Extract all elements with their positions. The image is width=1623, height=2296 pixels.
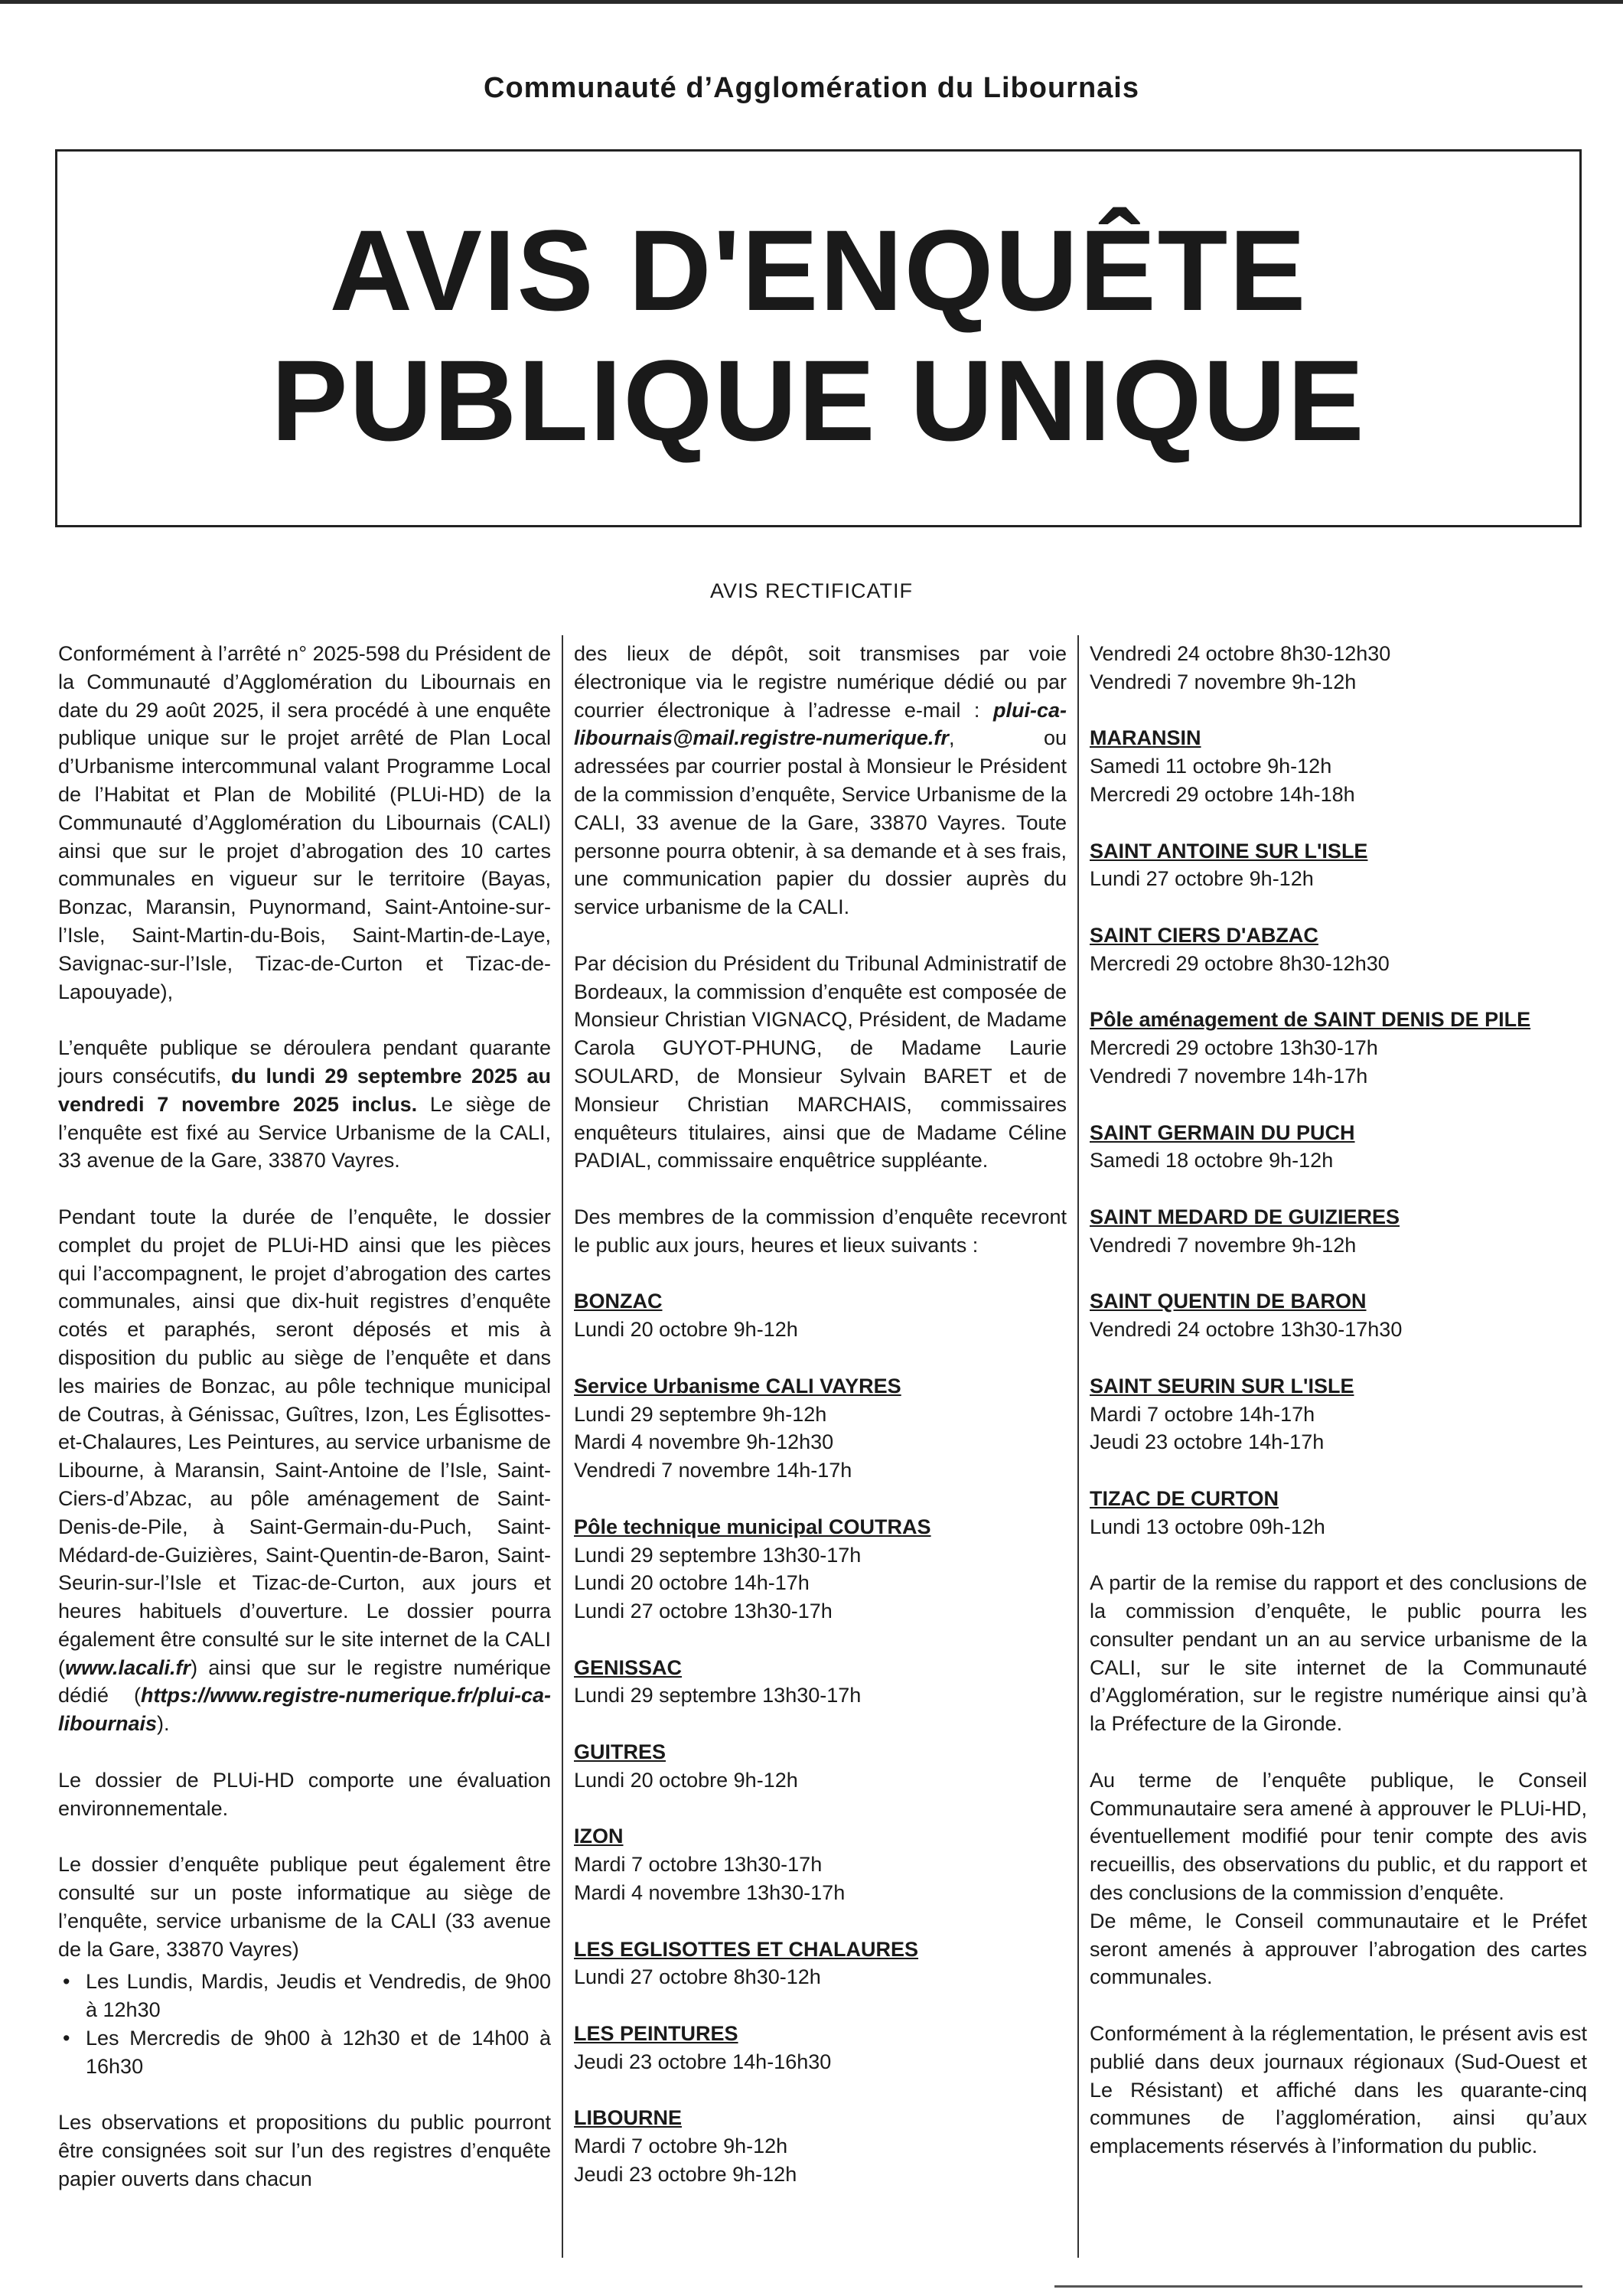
column-divider-1: [562, 635, 563, 2258]
place-heading: LES PEINTURES: [574, 2022, 738, 2046]
column-3: [1090, 640, 1587, 2189]
paragraph-duree: [58, 1034, 551, 1175]
slot: Lundi 27 octobre 8h30-12h: [574, 1965, 821, 1989]
place-heading: MARANSIN: [1090, 726, 1201, 750]
schedule-entry: [1090, 1287, 1587, 1344]
schedule-entry: [1090, 1119, 1587, 1176]
hours-list: [58, 1968, 551, 2080]
slot: Lundi 29 septembre 9h-12h: [574, 1402, 827, 1426]
slot: Lundi 27 octobre 9h-12h: [1090, 867, 1314, 891]
schedule-entry: [574, 1654, 1067, 1711]
slot: Mardi 4 novembre 13h30-17h: [574, 1881, 846, 1905]
paragraph-publication: Conformément à la réglementation, le présent avis est publié dans deux journaux régionaux (Sud-Ouest et Le Résistant) et affiché dans les quarante-cinq communes de l’agglomération, ainsi qu’aux emplacements réservés à l’information du public.: [1090, 2022, 1587, 2158]
list-item: • Les Mercredis de 9h00 à 12h30 et de 14h00 à 16h30: [86, 2024, 551, 2081]
footer-line: [1054, 2285, 1582, 2288]
place-heading: Service Urbanisme CALI VAYRES: [574, 1374, 901, 1397]
title-line-1: AVIS D'ENQUÊTE: [329, 206, 1308, 334]
paragraph-approbation: Au terme de l’enquête publique, le Conseil Communautaire sera amené à approuver le PLUi-HD, éventuellement modifié pour tenir compte des avis recueillis, des observations du public, et du rapport et des conclusions de la commission d’enquête.: [1090, 1768, 1587, 1905]
slot: Jeudi 23 octobre 14h-17h: [1090, 1430, 1325, 1454]
text: L’enquête publique se déroulera pendant quarante jours consécutifs,: [58, 1036, 551, 1088]
slot: Jeudi 23 octobre 9h-12h: [574, 2163, 797, 2187]
paragraph-evaluation: Le dossier de PLUi-HD comporte une évaluation environnementale.: [58, 1768, 551, 1820]
paragraph-poste: Le dossier d’enquête publique peut également être consulté sur un poste informatique au siège de l’enquête, service urbanisme de la CALI (33 avenue de la Gare, 33870 Vayres): [58, 1853, 551, 1961]
place-heading: TIZAC DE CURTON: [1090, 1486, 1279, 1510]
column-2: [574, 640, 1067, 2189]
schedule-continuation: [1090, 640, 1587, 696]
slot: Lundi 20 octobre 9h-12h: [574, 1768, 798, 1792]
place-heading: GENISSAC: [574, 1655, 683, 1679]
slot: Vendredi 7 novembre 9h-12h: [1090, 1233, 1357, 1257]
text: Pendant toute la durée de l’enquête, le dossier complet du projet de PLUi-HD ainsi que les pièces qui l’accompagnent, le projet d’abrogation des cartes communales, ainsi que dix-huit registres d’enquête cotés et paraphés, seront déposés et mis à disposition du public au siège de l’enquête et dans les mairies de Bonzac, au pôle technique municipal de Coutras, à Génissac, Guîtres, Izon, Les Églisottes-et-Chalaures, Les Peintures, au service urbanisme de Libourne, à Maransin, Saint-Antoine de l’Isle, Saint-Ciers-d’Abzac, au pôle aménagement de Saint-Denis-de-Pile, à Saint-Germain-du-Puch, Saint-Médard-de-Guizières, Saint-Quentin-de-Baron, Saint-Seurin-sur-l’Isle et Tizac-de-Curton, aux jours et heures habituels d’ouverture. Le dossier pourra également être consulté sur le site internet de la CALI (: [58, 1205, 551, 1679]
schedule-entry: [574, 2020, 1067, 2076]
slot: Vendredi 7 novembre 9h-12h: [1090, 670, 1357, 693]
schedule-entry: [574, 1513, 1067, 1626]
title-line-2: PUBLIQUE UNIQUE: [271, 336, 1366, 465]
slot: Jeudi 23 octobre 14h-16h30: [574, 2050, 832, 2073]
schedule-entry: [1090, 1372, 1587, 1456]
place-heading: SAINT GERMAIN DU PUCH: [1090, 1120, 1355, 1144]
schedule-entry: [574, 1287, 1067, 1344]
slot: Mardi 4 novembre 9h-12h30: [574, 1430, 834, 1454]
subtitle-rectificatif: AVIS RECTIFICATIF: [709, 579, 913, 602]
paragraph-rapport: A partir de la remise du rapport et des conclusions de la commission d’enquête, le public pourra les consulter pendant un an au service urbanisme de la CALI, sur le site internet de la Communauté d’Agglomération, sur le registre numérique ainsi qu’à la Préfecture de la Gironde.: [1090, 1571, 1587, 1736]
place-heading: LIBOURNE: [574, 2106, 682, 2130]
slot: Vendredi 24 octobre 13h30-17h30: [1090, 1318, 1403, 1342]
slot: Lundi 13 octobre 09h-12h: [1090, 1515, 1325, 1538]
paragraph-permanences: Des membres de la commission d’enquête recevront le public aux jours, heures et lieux suivants :: [574, 1205, 1067, 1257]
schedule-entry: [1090, 1203, 1587, 1260]
paragraph-dossier: [58, 1203, 551, 1738]
slot: Lundi 20 octobre 14h-17h: [574, 1571, 810, 1595]
schedule-entry: [574, 1738, 1067, 1795]
text: Le siège de l’enquête est fixé au Service Urbanisme de la CALI, 33 avenue de la Gare, 33870 Vayres.: [58, 1092, 551, 1172]
schedule-entry: [1090, 1006, 1587, 1090]
place-heading: LES EGLISOTTES ET CHALAURES: [574, 1937, 919, 1961]
schedule-entry: [1090, 921, 1587, 978]
list-item: • Les Lundis, Mardis, Jeudis et Vendredis, de 9h00 à 12h30: [86, 1968, 551, 2024]
place-heading: BONZAC: [574, 1290, 663, 1313]
top-border-line: [0, 0, 1623, 4]
slot: Vendredi 7 novembre 14h-17h: [574, 1459, 852, 1482]
schedule-entry: [1090, 724, 1587, 808]
text: , ou adressées par courrier postal à Monsieur le Président de la commission d’enquête, Service Urbanisme de la CALI, 33 avenue de la Gare, 33870 Vayres. Toute personne pourra obtenir, à sa demande et à ses frais, une communication papier du dossier auprès du service urbanisme de la CALI.: [574, 726, 1067, 919]
slot: Vendredi 24 octobre 8h30-12h30: [1090, 642, 1391, 665]
slot: Mercredi 29 octobre 14h-18h: [1090, 782, 1355, 806]
place-heading: Pôle technique municipal COUTRAS: [574, 1515, 931, 1538]
slot: Mardi 7 octobre 14h-17h: [1090, 1402, 1315, 1426]
text: des lieux de dépôt, soit transmises par voie électronique via le registre numérique dédié ou par courrier électronique à l’adresse e-mail :: [574, 642, 1067, 722]
place-heading: SAINT ANTOINE SUR L'ISLE: [1090, 839, 1368, 863]
website-link[interactable]: www.lacali.fr: [65, 1655, 191, 1679]
slot: Lundi 20 octobre 9h-12h: [574, 1318, 798, 1342]
paragraph-observations: Les observations et propositions du public pourront être consignées soit sur l’un des registres d’enquête papier ouverts dans chacun: [58, 2111, 551, 2191]
place-heading: GUITRES: [574, 1740, 666, 1764]
place-heading: SAINT MEDARD DE GUIZIERES: [1090, 1205, 1400, 1228]
slot: Mardi 7 octobre 9h-12h: [574, 2135, 788, 2158]
schedule-entry: [1090, 837, 1587, 894]
schedule-entry: [574, 2104, 1067, 2188]
place-heading: SAINT CIERS D'ABZAC: [1090, 923, 1318, 947]
text: ).: [157, 1712, 170, 1736]
schedule-entry: [574, 1936, 1067, 1992]
place-heading: Pôle aménagement de SAINT DENIS DE PILE: [1090, 1008, 1531, 1032]
schedule-entry: [574, 1822, 1067, 1906]
slot: Vendredi 7 novembre 14h-17h: [1090, 1064, 1368, 1088]
paragraph-abrogation: De même, le Conseil communautaire et le Préfet seront amenés à approuver l’abrogation des cartes communales.: [1090, 1909, 1587, 1989]
column-1: [58, 640, 551, 2222]
place-heading: SAINT SEURIN SUR L'ISLE: [1090, 1374, 1354, 1397]
organization-name: Communauté d’Agglomération du Libournais: [484, 72, 1139, 104]
text: ) ainsi que sur le registre numérique dédié (: [58, 1655, 551, 1707]
slot: Samedi 18 octobre 9h-12h: [1090, 1149, 1334, 1172]
paragraph-depot: [574, 640, 1067, 921]
place-heading: SAINT QUENTIN DE BARON: [1090, 1290, 1367, 1313]
paragraph-commission: Par décision du Président du Tribunal Administratif de Bordeaux, la commission d’enquête est composée de Monsieur Christian VIGNACQ, Président, de Madame Carola GUYOT-PHUNG, de Madame Laurie SOULARD, de Monsieur Sylvain BARET et de Monsieur Christian MARCHAIS, commissaires enquêteurs titulaires, ainsi que de Madame Céline PADIAL, commissaire enquêtrice suppléante.: [574, 951, 1067, 1172]
slot: Lundi 29 septembre 13h30-17h: [574, 1543, 862, 1567]
slot: Mardi 7 octobre 13h30-17h: [574, 1853, 823, 1877]
dates-bold: du lundi 29 septembre 2025 au vendredi 7 novembre 2025 inclus.: [58, 1064, 551, 1116]
place-heading: IZON: [574, 1825, 624, 1848]
slot: Lundi 27 octobre 13h30-17h: [574, 1600, 833, 1623]
email-link[interactable]: plui-ca-libournais@mail.registre-numerique.fr: [574, 698, 1067, 750]
slot: Samedi 11 octobre 9h-12h: [1090, 755, 1332, 778]
paragraph-arrete: Conformément à l’arrêté n° 2025-598 du Président de la Communauté d’Agglomération du Libournais en date du 29 août 2025, il sera procédé à une enquête publique unique sur le projet arrêté de Plan Local d’Urbanisme intercommunal valant Programme Local de l’Habitat et Plan de Mobilité (PLUi-HD) de la Communauté d’Agglomération du Libournais (CALI) ainsi que sur le projet d’abrogation des 10 cartes communales en vigueur sur le territoire (Bayas, Bonzac, Maransin, Puynormand, Saint-Antoine-sur-l’Isle, Saint-Martin-du-Bois, Saint-Martin-de-Laye, Savignac-sur-l’Isle, Tizac-de-Curton et Tizac-de-Lapouyade),: [58, 642, 551, 1003]
slot: Lundi 29 septembre 13h30-17h: [574, 1684, 862, 1707]
registre-link[interactable]: https://www.registre-numerique.fr/plui-ca-libournais: [58, 1684, 551, 1736]
title-box: [55, 149, 1582, 527]
slot: Mercredi 29 octobre 8h30-12h30: [1090, 951, 1390, 975]
column-divider-2: [1077, 635, 1079, 2258]
schedule-entry: [1090, 1485, 1587, 1541]
slot: Mercredi 29 octobre 13h30-17h: [1090, 1036, 1378, 1060]
schedule-entry: [574, 1372, 1067, 1485]
